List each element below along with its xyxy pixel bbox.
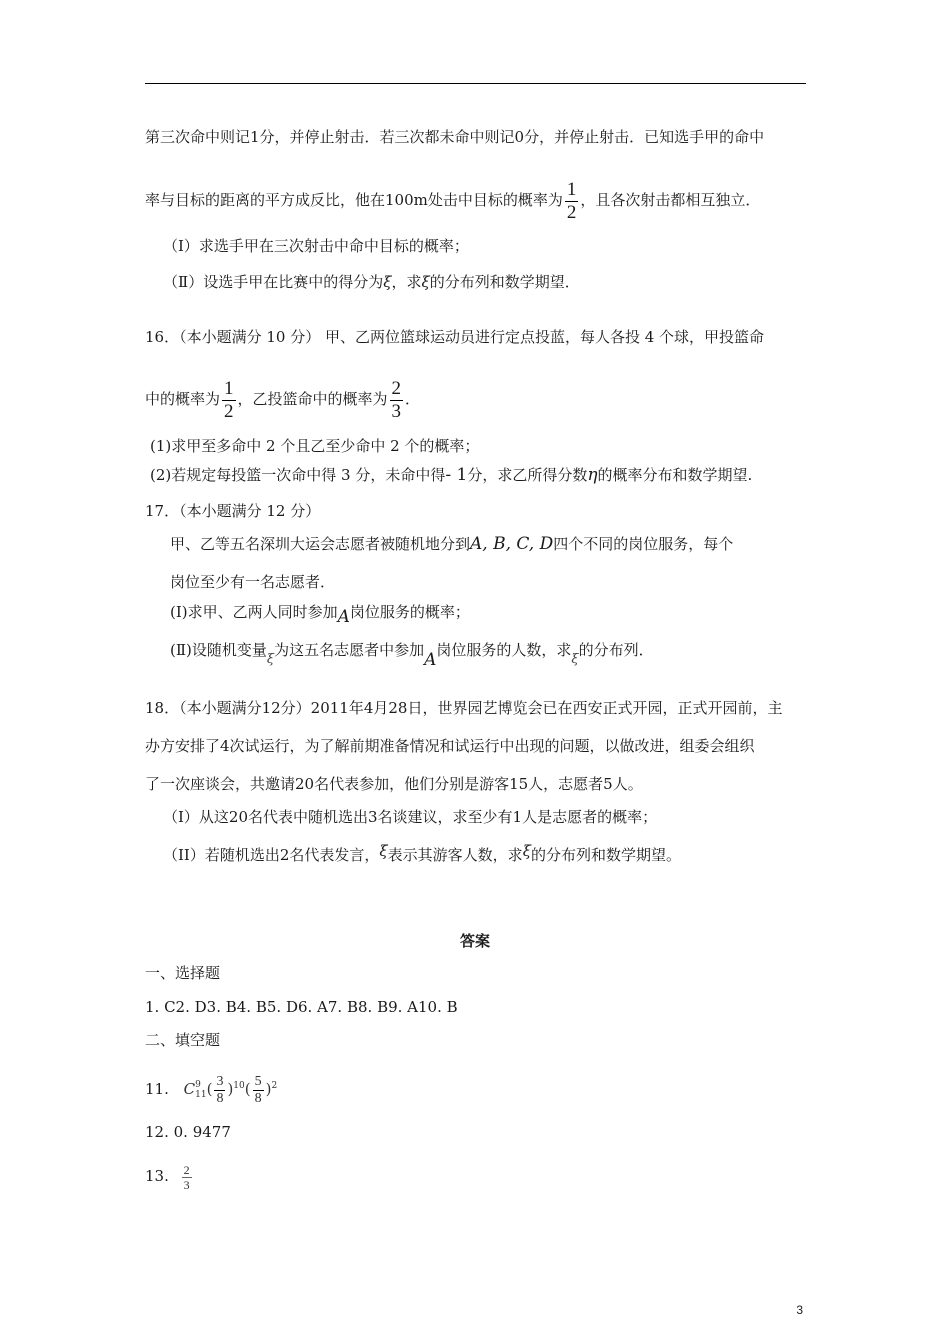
q18-xi-1: ξ <box>379 842 388 860</box>
q17-part2 <box>170 640 654 670</box>
q15-fraction <box>565 179 579 224</box>
q17-part1-pre: (Ⅰ)求甲、乙两人同时参加 <box>170 603 338 621</box>
q17-var-A-2: A <box>424 650 437 670</box>
q16-part2-pre: (2)若规定每投篮一次命中得 3 分，未命中得 <box>150 466 446 484</box>
q16-fraction-1 <box>222 378 236 423</box>
q18-line3: 了一次座谈会，共邀请20名代表参加，他们分别是游客15人，志愿者5人。 <box>145 775 643 793</box>
q18-part2-mid: 表示其游客人数，求 <box>387 846 523 864</box>
q16-line2-post: ． <box>405 390 421 408</box>
q17-part2-mid2: 岗位服务的人数，求 <box>436 641 572 659</box>
q18-part2-post: 的分布列和数学期望。 <box>530 846 681 864</box>
q17-part1-post: 岗位服务的概率； <box>349 603 470 621</box>
q18-part2-pre: （II）若随机选出2名代表发言， <box>163 846 380 864</box>
q15-line1: 第三次命中则记1分，并停止射击．若三次都未命中则记0分，并停止射击．已知选手甲的命中 <box>145 128 765 146</box>
q16-frac1-den: 2 <box>224 400 234 422</box>
q17-line1-post: 四个不同的岗位服务，每个 <box>553 535 734 553</box>
answer-11-frac2 <box>253 1074 264 1107</box>
q17-part2-post: 的分布列． <box>578 641 654 659</box>
q15-line2-post: ，且各次射击都相互独立． <box>580 191 761 209</box>
answer-11-label: 11. <box>145 1080 169 1098</box>
q15-xi-1: ξ <box>383 273 392 291</box>
answer-11 <box>145 1066 277 1109</box>
answer-13 <box>145 1156 194 1196</box>
q15-part2-mid: ，求 <box>391 273 422 291</box>
q15-line2-pre: 率与目标的距离的平方成反比，他在100m处击中目标的概率为 <box>145 191 563 209</box>
q16-line1: 16．（本小题满分 10 分） 甲、乙两位篮球运动员进行定点投蓝，每人各投 4 个球，甲投篮命 <box>145 328 765 346</box>
q15-part2 <box>163 272 580 292</box>
answers-title: 答案 <box>459 932 490 950</box>
q17-xi-1: ξ <box>266 652 275 667</box>
answer-13-den: 3 <box>183 1177 190 1192</box>
q17-part2-mid: 为这五名志愿者中参加 <box>274 641 425 659</box>
q15-frac-den: 2 <box>566 201 577 223</box>
q15-part2-post: 的分布列和数学期望． <box>429 273 580 291</box>
answer-13-num: 2 <box>183 1162 190 1177</box>
q16-eta: η <box>587 465 598 485</box>
q17-part1 <box>170 602 470 627</box>
q16-frac2-den: 3 <box>391 400 402 422</box>
answer-11-sub: 11 <box>195 1090 207 1100</box>
answers-section-choice: 一、选择题 <box>145 964 221 982</box>
answer-11-frac1 <box>214 1074 225 1107</box>
answer-11-formula: C 9 11 ( $\frac{3}{8}$ )$^{10}$( $\frac{5}{8}$ )$^2$ <box>183 1073 278 1106</box>
q16-line2 <box>145 376 420 423</box>
answer-13-frac <box>182 1163 192 1192</box>
q15-xi-2: ξ <box>421 273 430 291</box>
q17-header: 17．（本小题满分 12 分） <box>145 502 321 520</box>
q16-part2-mid: 分，求乙所得分数 <box>467 466 588 484</box>
q16-part1: (1)求甲至多命中 2 个且乙至少命中 2 个的概率； <box>150 437 480 455</box>
q16-line2-mid: ，乙投篮命中的概率为 <box>237 390 388 408</box>
answer-11-exp2: 2 <box>271 1081 278 1091</box>
answer-11-frac2-den: 8 <box>254 1090 262 1106</box>
q16-minus-one: - 1 <box>445 465 468 485</box>
q17-line1-pre: 甲、乙等五名深圳大运会志愿者被随机地分到 <box>170 535 471 553</box>
header-rule <box>145 83 806 84</box>
answer-13-label: 13. <box>145 1167 169 1185</box>
answer-11-C: C <box>183 1080 196 1098</box>
q17-xi-2: ξ <box>571 652 579 667</box>
answer-11-scripts <box>195 1080 206 1100</box>
q16-frac1-num: 1 <box>224 377 234 399</box>
q15-part1: （Ⅰ）求选手甲在三次射击中命中目标的概率； <box>163 237 469 255</box>
q16-part2-post: 的概率分布和数学期望. <box>597 466 753 484</box>
q15-line2 <box>145 178 760 224</box>
q17-line2: 岗位至少有一名志愿者． <box>170 573 336 591</box>
q16-line2-pre: 中的概率为 <box>145 390 221 408</box>
page-number: 3 <box>796 1303 803 1317</box>
answer-12: 12. 0. 9477 <box>145 1123 231 1141</box>
q15-frac-num: 1 <box>566 178 577 200</box>
answer-11-sup: 9 <box>195 1080 201 1090</box>
answer-11-exp1: 10 <box>233 1081 245 1091</box>
q18-xi-2: ξ <box>522 842 531 860</box>
answer-11-frac1-num: 3 <box>216 1073 224 1089</box>
q17-part2-pre: (Ⅱ)设随机变量 <box>170 641 267 659</box>
answer-11-frac1-den: 8 <box>216 1090 224 1106</box>
answers-section-fill: 二、填空题 <box>145 1031 221 1049</box>
q17-var-A-1: A <box>337 607 350 627</box>
q15-part2-pre: （Ⅱ）设选手甲在比赛中的得分为 <box>163 273 384 291</box>
q17-positions: A, B, C, D <box>470 534 554 554</box>
q16-frac2-num: 2 <box>391 377 402 399</box>
q17-line1 <box>170 534 733 554</box>
answers-choices: 1. C2. D3. B4. B5. D6. A7. B8. B9. A10. B <box>145 998 458 1016</box>
q16-fraction-2 <box>390 378 404 423</box>
q18-line2: 办方安排了4次试运行，为了解前期准备情况和试运行中出现的问题，以做改进，组委会组织 <box>145 737 755 755</box>
q16-part2 <box>150 465 752 485</box>
q18-part1: （I）从这20名代表中随机选出3名谈建议，求至少有1人是志愿者的概率； <box>163 808 658 826</box>
q18-part2 <box>163 842 681 865</box>
answer-11-frac2-num: 5 <box>254 1073 262 1089</box>
q18-line1: 18．（本小题满分12分）2011年4月28日，世界园艺博览会已在西安正式开园，正式开园前，主 <box>145 699 783 717</box>
